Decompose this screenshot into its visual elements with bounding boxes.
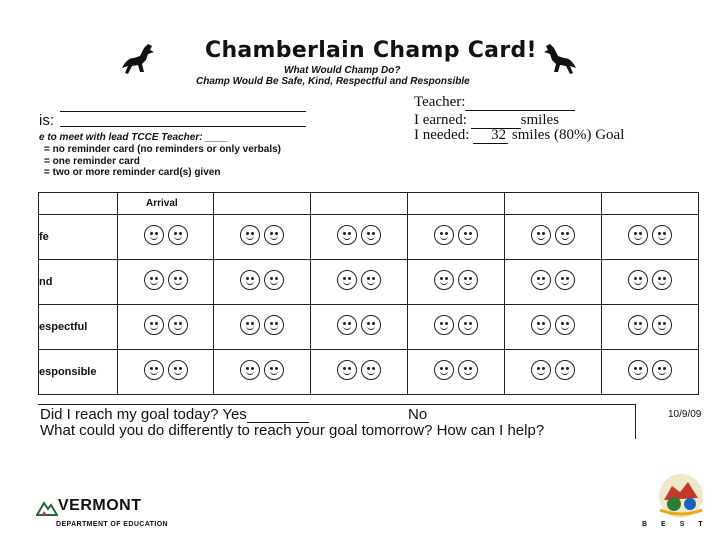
field-underline[interactable] [60,126,306,127]
smiley-face-icon [361,360,381,380]
smiley-face-icon [168,225,188,245]
smiley-face-icon [240,270,260,290]
smiley-cell[interactable] [311,215,408,260]
improve-question: What could you do differently to reach your goal tomorrow? How can I help? [40,422,545,439]
smiley-face-icon [458,360,478,380]
smiley-face-icon [652,315,672,335]
needed-suffix: smiles (80%) Goal [511,127,625,143]
behavior-grid [38,192,699,395]
smiley-face-icon [337,225,357,245]
smiley-cell[interactable] [505,305,602,350]
smiley-face-icon [652,360,672,380]
needed-value: 32 [473,127,508,144]
earned-label: I earned: [414,112,467,128]
field-label: is: [39,112,54,129]
grid-row [39,260,699,305]
row-label: fe [39,215,118,260]
row-label: esponsible [39,350,118,395]
smiley-face-icon [337,360,357,380]
horse-icon-right [538,38,580,80]
smiley-face-icon [652,270,672,290]
smiley-face-icon [240,360,260,380]
smiley-face-icon [555,315,575,335]
smiley-face-icon [337,315,357,335]
smiley-face-icon [458,270,478,290]
row-label: nd [39,260,118,305]
grid-row [39,215,699,260]
card-subtitle-values: Champ Would Be Safe, Kind, Respectful and Responsible [196,76,470,87]
column-header-arrival: Arrival [118,193,214,215]
smiley-cell[interactable] [311,305,408,350]
smiley-face-icon [144,360,164,380]
grid-header-row [39,193,699,215]
smiley-cell[interactable] [505,260,602,305]
teacher-field[interactable] [465,96,575,111]
best-text: BEST [642,521,717,528]
smiley-face-icon [337,270,357,290]
name-underline [60,111,306,112]
best-logo-icon [650,470,712,520]
smiley-face-icon [264,360,284,380]
vermont-wordmark: VERMONT [58,497,142,514]
smiley-cell[interactable] [214,305,311,350]
grid-row [39,350,699,395]
smiley-face-icon [144,270,164,290]
smiley-face-icon [144,315,164,335]
smiley-cell[interactable] [311,260,408,305]
smiley-face-icon [361,225,381,245]
smiley-face-icon [628,270,648,290]
goal-question-text: Did I reach my goal today? Yes [40,406,247,423]
legend-item: = two or more reminder card(s) given [44,167,221,178]
smiley-face-icon [628,225,648,245]
goal-no [408,406,427,423]
department-text: DEPARTMENT OF EDUCATION [56,521,168,528]
smiley-cell[interactable] [118,350,214,395]
needed-label: I needed: [414,127,470,143]
smiley-cell[interactable] [118,305,214,350]
date-stamp: 10/9/09 [668,409,702,420]
smiley-face-icon [458,225,478,245]
smiley-face-icon [434,315,454,335]
card-subtitle-question: What Would Champ Do? [284,65,401,76]
smiley-face-icon [240,315,260,335]
smiley-face-icon [434,225,454,245]
smiley-cell[interactable] [214,350,311,395]
smiley-face-icon [361,270,381,290]
smiley-face-icon [458,315,478,335]
smiley-face-icon [361,315,381,335]
smiley-face-icon [264,225,284,245]
smiley-face-icon [531,225,551,245]
legend-item: = no reminder card (no reminders or only verbals) [44,144,282,155]
smiley-cell[interactable] [408,305,505,350]
yes-field[interactable] [247,408,309,423]
meet-text: e to meet with lead TCCE Teacher: ____ [39,132,228,143]
earned-unit: smiles [520,112,559,128]
smiley-face-icon [240,225,260,245]
smiley-cell[interactable] [505,215,602,260]
smiley-face-icon [434,270,454,290]
smiley-cell[interactable] [214,215,311,260]
teacher-label: Teacher: [414,94,466,110]
smiley-cell[interactable] [408,350,505,395]
goal-no-text: No [408,406,428,423]
smiley-face-icon [531,360,551,380]
vermont-logo-icon [36,497,58,517]
card-title: Chamberlain Champ Card! [205,38,537,63]
smiley-cell[interactable] [118,215,214,260]
smiley-cell[interactable] [602,305,699,350]
grid-row [39,305,699,350]
smiley-cell[interactable] [602,260,699,305]
needed-line [414,127,624,144]
smiley-cell[interactable] [602,215,699,260]
smiley-cell[interactable] [408,215,505,260]
smiley-cell[interactable] [118,260,214,305]
smiley-cell[interactable] [602,350,699,395]
smiley-face-icon [652,225,672,245]
smiley-cell[interactable] [214,260,311,305]
goal-question [40,406,309,423]
horse-icon-left [118,38,160,80]
smiley-face-icon [168,315,188,335]
smiley-face-icon [264,270,284,290]
teacher-line [414,94,575,111]
smiley-face-icon [628,315,648,335]
smiley-face-icon [144,225,164,245]
smiley-face-icon [531,270,551,290]
smiley-face-icon [555,270,575,290]
smiley-face-icon [531,315,551,335]
smiley-face-icon [628,360,648,380]
smiley-face-icon [434,360,454,380]
smiley-cell[interactable] [311,350,408,395]
smiley-face-icon [555,360,575,380]
smiley-cell[interactable] [408,260,505,305]
smiley-face-icon [168,270,188,290]
smiley-cell[interactable] [505,350,602,395]
smiley-face-icon [168,360,188,380]
smiley-face-icon [264,315,284,335]
legend-item: = one reminder card [44,156,140,167]
smiley-face-icon [555,225,575,245]
row-label: espectful [39,305,118,350]
